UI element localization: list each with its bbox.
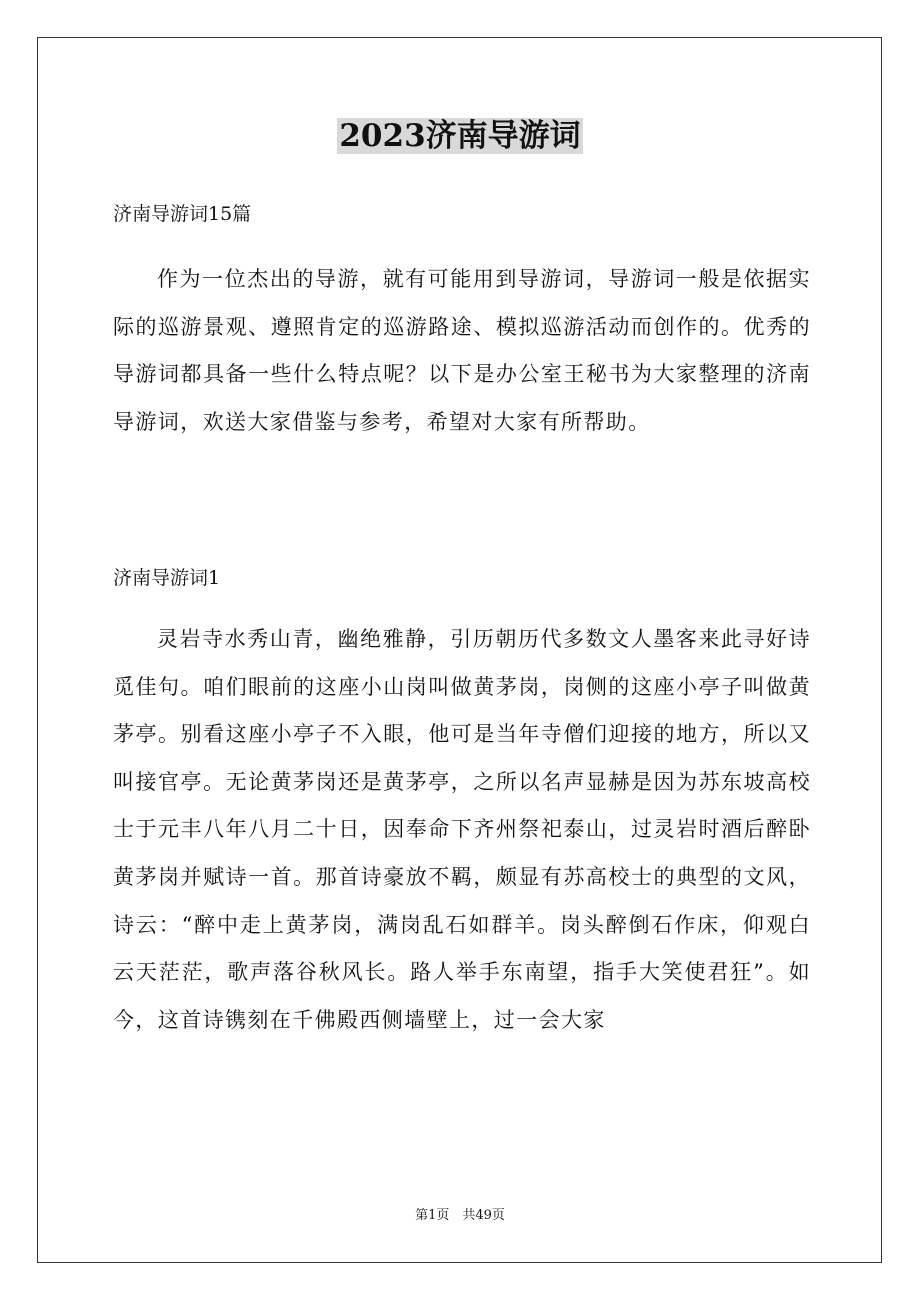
section-heading: 济南导游词1 (113, 567, 221, 589)
document-title-text: 2023济南导游词 (339, 118, 581, 154)
document-subtitle: 济南导游词15篇 (113, 203, 252, 225)
body-paragraph: 灵岩寺水秀山青，幽绝雅静，引历朝历代多数文人墨客来此寻好诗觅佳句。咱们眼前的这座小山岗叫做黄茅岗，岗侧的这座小亭子叫做黄茅亭。别看这座小亭子不入眼，他可是当年寺僧们迎接的地方，所以又叫接官亭。无论黄茅岗还是黄茅亭，之所以名声显赫是因为苏东坡高校士于元丰八年八月二十日，因奉命下齐州祭祀泰山，过灵岩时酒后醉卧黄茅岗并赋诗一首。那首诗豪放不羁，颇显有苏高校士的典型的文风，诗云：“醉中走上黄茅岗，满岗乱石如群羊。岗头醉倒石作床，仰观白云天茫茫，歌声落谷秋风长。路人举手东南望，指手大笑使君狂”。如今，这首诗镌刻在千佛殿西侧墙壁上，过一会大家 (113, 627, 811, 1032)
page-footer: 第1页 共49页 (415, 1208, 505, 1223)
intro-paragraph: 作为一位杰出的导游，就有可能用到导游词，导游词一般是依据实际的巡游景观、遵照肯定的巡游路途、模拟巡游活动而创作的。优秀的导游词都具备一些什么特点呢？以下是办公室王秘书为大家整理的济南导游词，欢送大家借鉴与参考，希望对大家有所帮助。 (113, 267, 811, 434)
document-title (0, 112, 920, 160)
